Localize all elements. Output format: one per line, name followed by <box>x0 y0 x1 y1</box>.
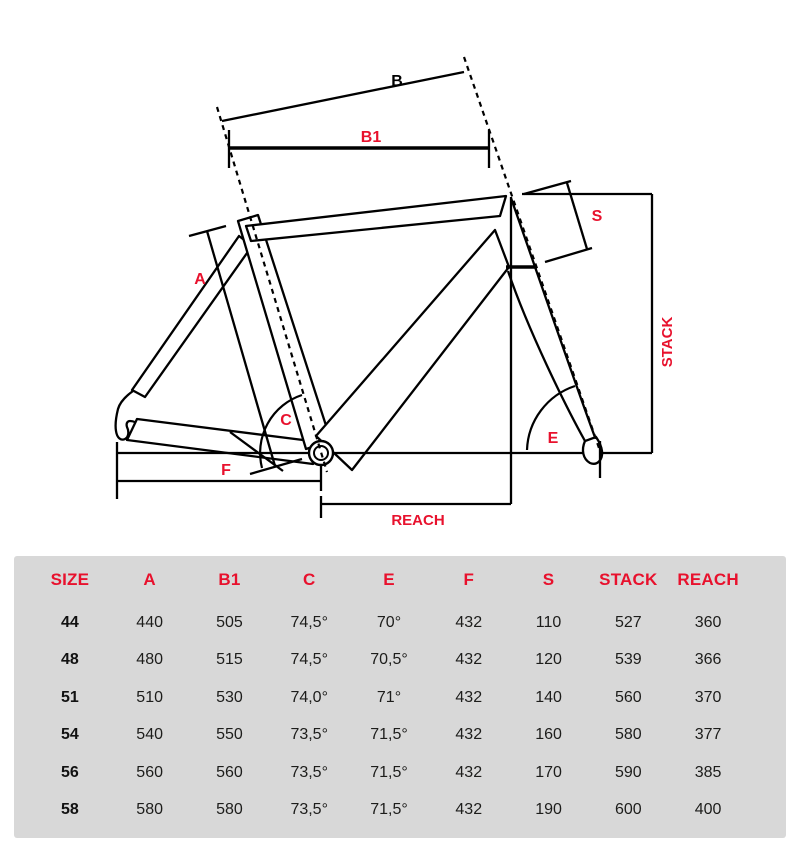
value-cell: 70° <box>376 613 402 631</box>
value-cell: 73,5° <box>290 726 328 744</box>
seat-stay-tube <box>132 236 252 397</box>
value-cell: 432 <box>455 613 483 631</box>
label-c: C <box>280 412 292 429</box>
value-cell: 73,5° <box>290 801 328 819</box>
down-tube <box>316 230 509 470</box>
top-tube <box>246 196 506 241</box>
label-a: A <box>194 271 206 288</box>
value-cell: 432 <box>455 688 483 706</box>
value-cell: 505 <box>216 613 243 631</box>
value-cell: 70,5° <box>370 651 408 669</box>
value-cell: 360 <box>694 613 722 631</box>
s-top-tick <box>524 181 571 194</box>
value-cell: 432 <box>455 763 483 781</box>
column-header-stack: STACK <box>599 570 658 589</box>
value-cell: 590 <box>614 763 642 781</box>
value-cell: 510 <box>136 688 163 706</box>
label-e: E <box>547 430 559 447</box>
value-cell: 527 <box>614 613 642 631</box>
value-cell: 73,5° <box>290 763 328 781</box>
value-cell: 480 <box>136 651 163 669</box>
value-cell: 377 <box>694 726 722 744</box>
value-cell: 74,5° <box>290 613 328 631</box>
value-cell: 515 <box>216 651 243 669</box>
label-b1: B1 <box>360 129 382 146</box>
value-cell: 160 <box>535 726 562 744</box>
value-cell: 71,5° <box>370 726 408 744</box>
value-cell: 190 <box>535 801 562 819</box>
column-header-s: S <box>542 570 555 589</box>
value-cell: 74,5° <box>290 651 328 669</box>
value-cell: 600 <box>614 801 642 819</box>
value-cell: 74,0° <box>290 688 328 706</box>
b-dimension-line <box>222 72 464 121</box>
size-cell: 56 <box>60 763 79 781</box>
value-cell: 560 <box>216 763 243 781</box>
value-cell: 120 <box>535 651 562 669</box>
value-cell: 580 <box>136 801 163 819</box>
column-header-f: F <box>463 570 475 589</box>
value-cell: 580 <box>614 726 642 744</box>
label-reach: REACH <box>391 512 445 529</box>
value-cell: 366 <box>694 651 722 669</box>
s-bottom-tick <box>545 248 592 262</box>
value-cell: 540 <box>136 726 163 744</box>
label-s: S <box>591 208 603 225</box>
value-cell: 432 <box>455 651 483 669</box>
fork-inner-edge <box>508 271 585 441</box>
value-cell: 550 <box>216 726 243 744</box>
column-header-a: A <box>143 570 156 589</box>
label-b: B <box>391 73 403 90</box>
value-cell: 432 <box>455 801 483 819</box>
value-cell: 432 <box>455 726 483 744</box>
value-cell: 400 <box>694 801 722 819</box>
value-cell: 530 <box>216 688 243 706</box>
size-cell: 58 <box>60 801 79 819</box>
geometry-table <box>14 556 786 838</box>
value-cell: 560 <box>136 763 163 781</box>
value-cell: 385 <box>694 763 722 781</box>
column-header-size: SIZE <box>50 570 90 589</box>
value-cell: 71,5° <box>370 763 408 781</box>
column-header-b1: B1 <box>218 570 241 589</box>
column-header-reach: REACH <box>677 570 739 589</box>
column-header-c: C <box>302 570 316 589</box>
value-cell: 560 <box>614 688 642 706</box>
value-cell: 71° <box>376 688 402 706</box>
size-cell: 54 <box>60 726 79 744</box>
size-cell: 44 <box>60 613 79 631</box>
size-cell: 51 <box>60 688 79 706</box>
value-cell: 140 <box>535 688 562 706</box>
value-cell: 71,5° <box>370 801 408 819</box>
value-cell: 170 <box>535 763 562 781</box>
size-cell: 48 <box>60 651 79 669</box>
label-stack: STACK <box>659 316 676 368</box>
value-cell: 580 <box>216 801 243 819</box>
label-f: F <box>221 462 231 479</box>
value-cell: 440 <box>136 613 163 631</box>
value-cell: 539 <box>614 651 642 669</box>
value-cell: 370 <box>694 688 722 706</box>
value-cell: 110 <box>535 613 562 631</box>
column-header-e: E <box>383 570 395 589</box>
